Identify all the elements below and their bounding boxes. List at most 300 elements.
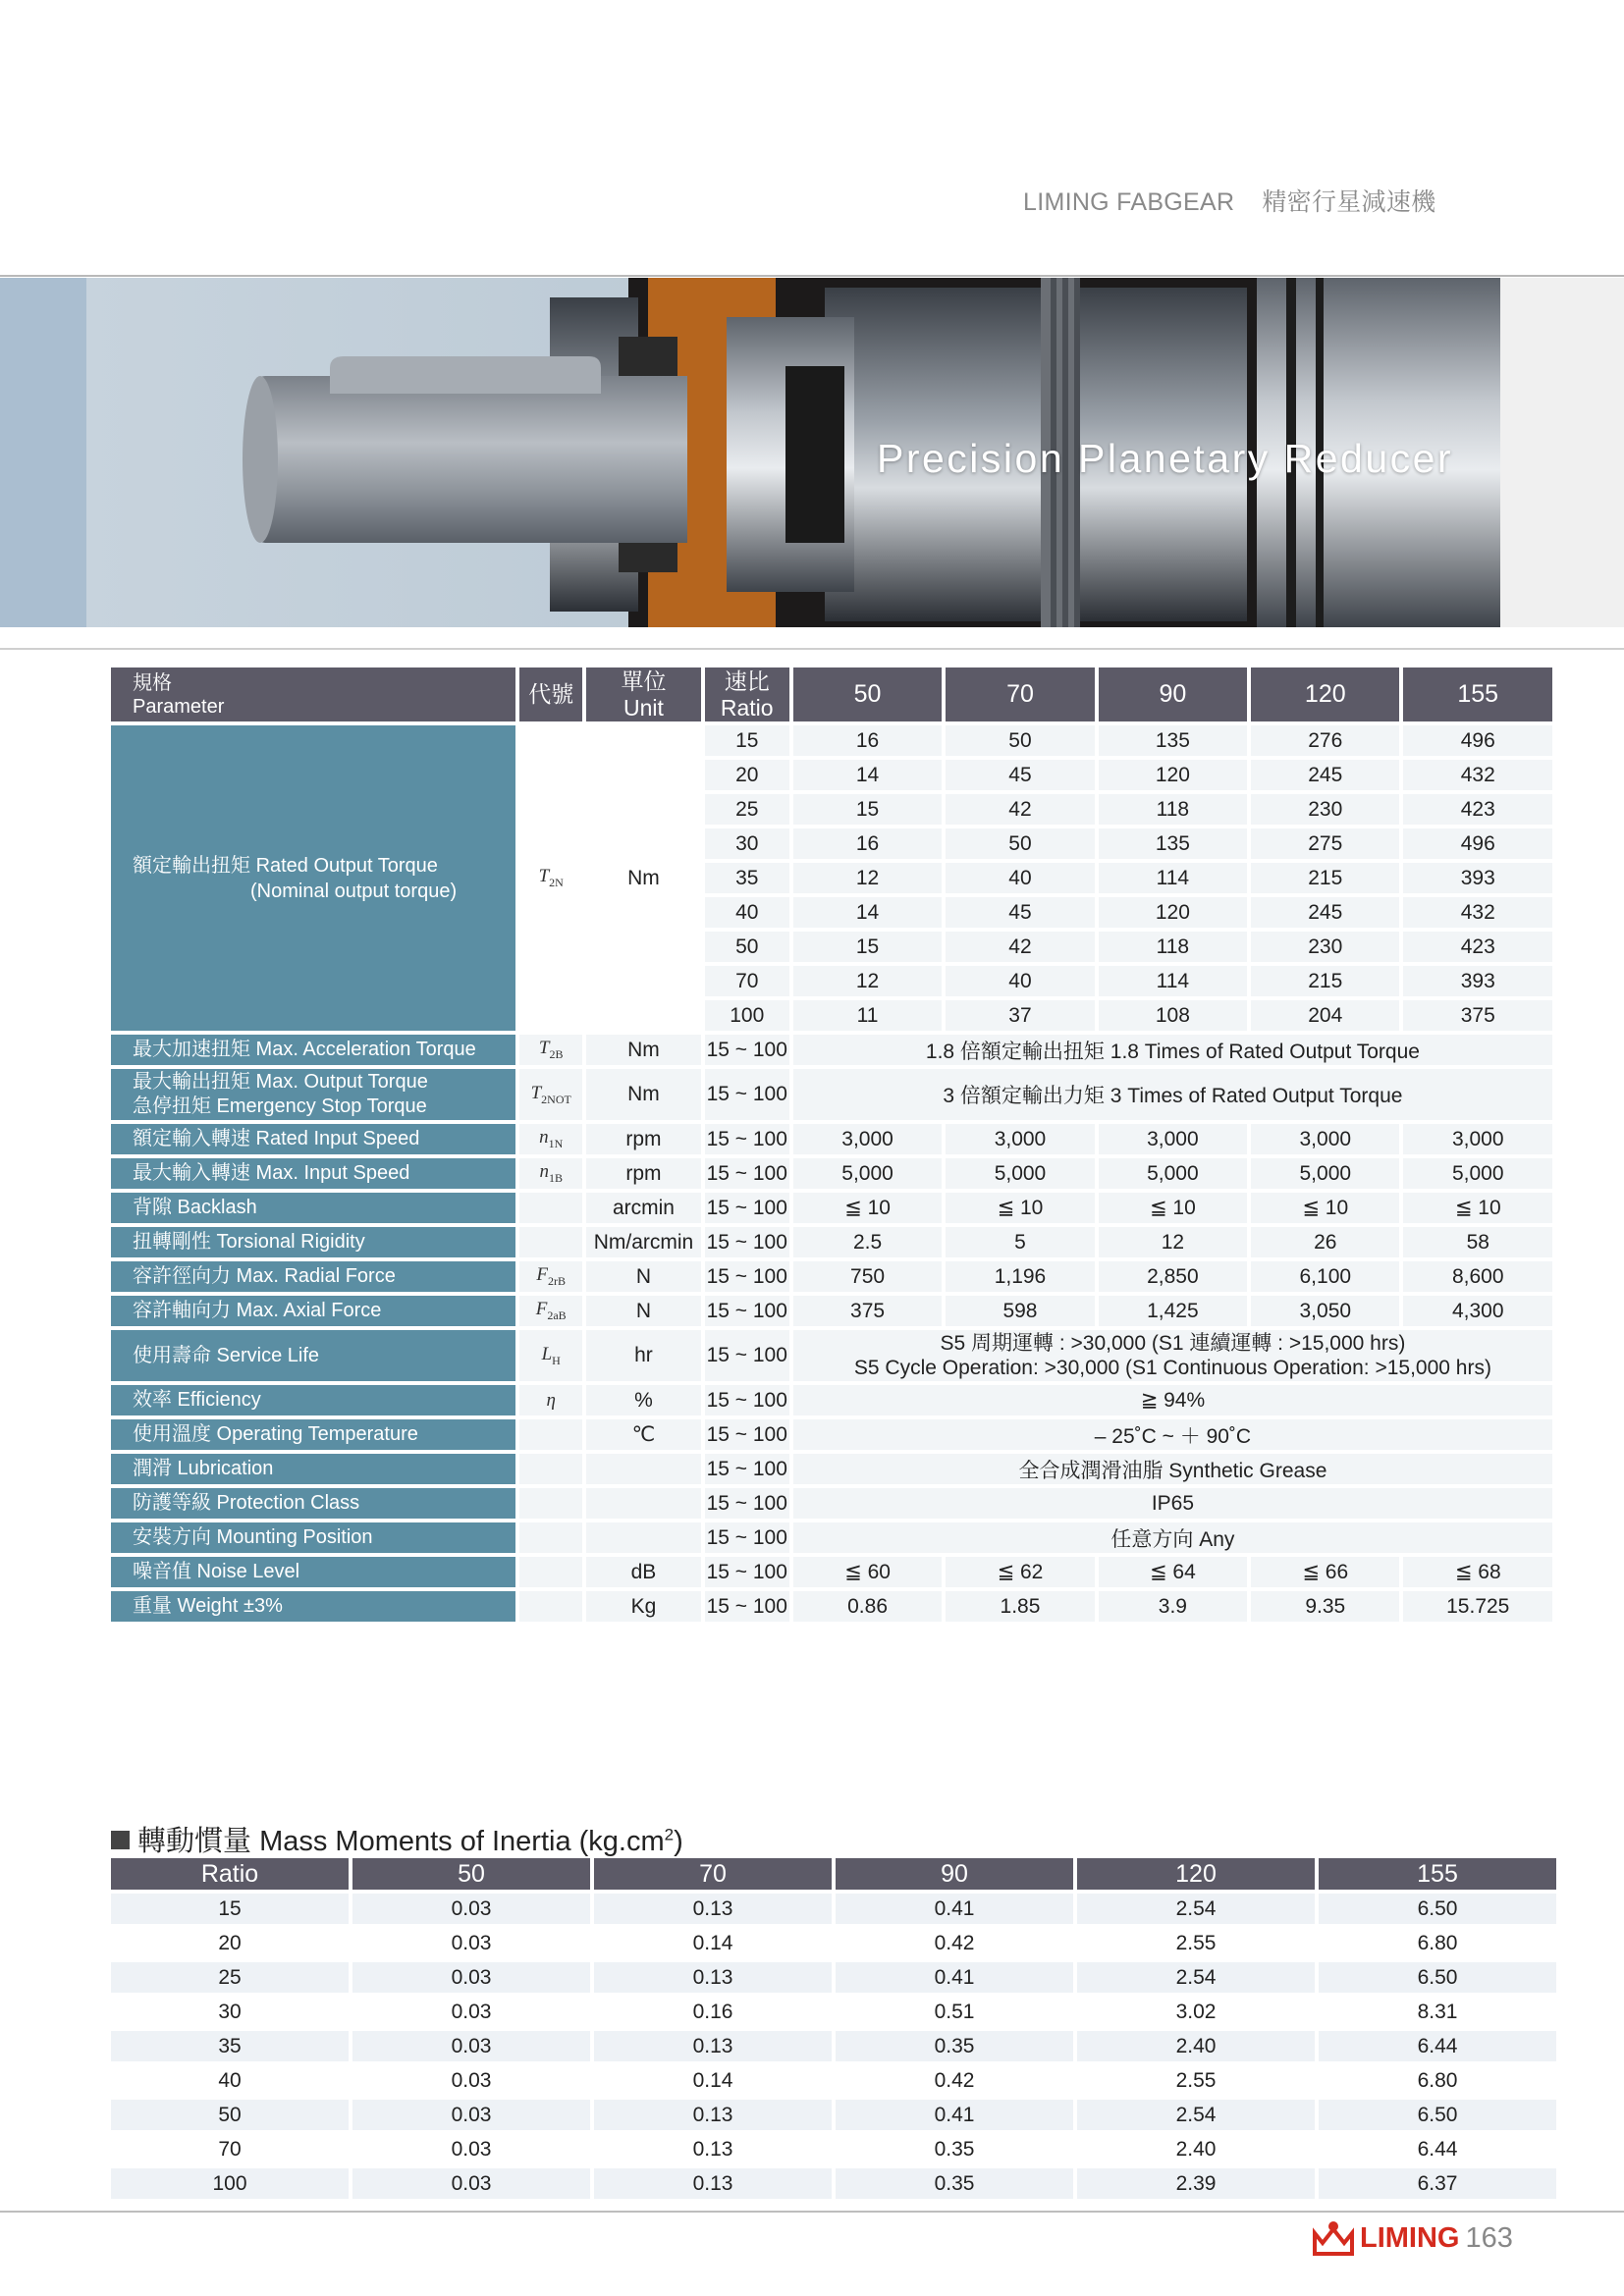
value-cell: 37 <box>946 1000 1094 1031</box>
symbol-cell <box>519 1035 582 1065</box>
spec-row <box>111 1069 1552 1120</box>
value-cell: 3,000 <box>946 1124 1094 1154</box>
value-cell: 40 <box>946 863 1094 893</box>
row-label <box>111 1296 515 1326</box>
symbol-subscript: 1N <box>548 1136 564 1150</box>
spec-row <box>111 1158 1552 1189</box>
inertia-value-cell: 0.03 <box>352 2168 590 2199</box>
value-cell: ≦ 10 <box>1403 1193 1552 1223</box>
ratio-cell: 15 ~ 100 <box>705 1035 789 1065</box>
inertia-ratio-cell: 100 <box>111 2168 349 2199</box>
header-size: 155 <box>1403 667 1552 721</box>
value-cell: 432 <box>1403 897 1552 928</box>
spec-row <box>111 1330 1552 1381</box>
value-cell: 496 <box>1403 828 1552 859</box>
row-label-text: 急停扭矩 Emergency Stop Torque <box>133 1095 427 1117</box>
value-cell: 6,100 <box>1251 1261 1399 1292</box>
symbol-cell <box>519 1227 582 1257</box>
row-label-text: 噪音值 Noise Level <box>133 1561 300 1582</box>
value-cell: 118 <box>1099 932 1247 962</box>
spec-header-row <box>111 667 1552 721</box>
unit-cell: rpm <box>586 1158 700 1189</box>
row-label <box>111 1419 515 1450</box>
inertia-value-cell: 0.13 <box>594 1962 832 1993</box>
inertia-value-cell: 2.39 <box>1077 2168 1315 2199</box>
symbol-cell <box>519 1193 582 1223</box>
inertia-header: 70 <box>594 1858 832 1890</box>
value-cell: 375 <box>793 1296 942 1326</box>
symbol-cell <box>519 1557 582 1587</box>
spec-row <box>111 1193 1552 1223</box>
ratio-cell: 15 <box>705 725 789 756</box>
value-cell: 50 <box>946 828 1094 859</box>
spec-row <box>111 1591 1552 1622</box>
span-value-text: 任意方向 Any <box>1110 1527 1235 1551</box>
symbol-cell <box>519 1158 582 1189</box>
span-value-cell <box>793 1488 1552 1519</box>
value-cell: 58 <box>1403 1227 1552 1257</box>
symbol-letter: T <box>538 866 550 887</box>
inertia-value-cell: 0.13 <box>594 2100 832 2130</box>
spec-row <box>111 1124 1552 1154</box>
value-cell: ≦ 62 <box>946 1557 1094 1587</box>
row-label <box>111 1330 515 1381</box>
symbol-cell <box>519 1419 582 1450</box>
unit-cell: N <box>586 1261 700 1292</box>
row-label <box>111 1069 515 1120</box>
symbol-letter: F <box>535 1299 548 1320</box>
span-value-cell <box>793 1385 1552 1415</box>
span-value-cell <box>793 1035 1552 1065</box>
inertia-table <box>107 1854 1560 2203</box>
header-code: 代號 <box>519 667 582 721</box>
value-cell: 114 <box>1099 863 1247 893</box>
symbol-subscript: 2rB <box>548 1273 567 1288</box>
value-cell: 42 <box>946 794 1094 825</box>
symbol-subscript: H <box>552 1353 561 1367</box>
value-cell: 230 <box>1251 794 1399 825</box>
value-cell: 15 <box>793 794 942 825</box>
rated-torque-label-zh: 額定輸出扭矩 <box>133 854 250 877</box>
torque-row <box>111 725 1552 756</box>
inertia-ratio-cell: 25 <box>111 1962 349 1993</box>
inertia-value-cell: 6.50 <box>1319 1962 1556 1993</box>
span-value-text: 1.8 倍額定輸出扭矩 1.8 Times of Rated Output Torque <box>925 1040 1420 1063</box>
row-label-text: 使用溫度 Operating Temperature <box>133 1423 418 1445</box>
value-cell: 26 <box>1251 1227 1399 1257</box>
inertia-value-cell: 0.03 <box>352 2134 590 2164</box>
inertia-value-cell: 0.03 <box>352 1962 590 1993</box>
inertia-value-cell: 6.80 <box>1319 1928 1556 1958</box>
symbol-subscript: 2B <box>549 1046 564 1061</box>
inertia-value-cell: 2.40 <box>1077 2031 1315 2061</box>
inertia-row <box>111 2134 1556 2164</box>
ratio-cell: 70 <box>705 966 789 996</box>
symbol-cell <box>519 1488 582 1519</box>
spec-row <box>111 1227 1552 1257</box>
footer-logo <box>1311 2219 1513 2257</box>
unit-cell: Kg <box>586 1591 700 1622</box>
symbol-subscript: 1B <box>548 1170 563 1185</box>
unit-cell: dB <box>586 1557 700 1587</box>
inertia-value-cell: 6.44 <box>1319 2134 1556 2164</box>
inertia-value-cell: 2.55 <box>1077 2065 1315 2096</box>
value-cell: 5,000 <box>1403 1158 1552 1189</box>
symbol-cell <box>519 1522 582 1553</box>
inertia-value-cell: 0.13 <box>594 2134 832 2164</box>
ratio-cell: 30 <box>705 828 789 859</box>
symbol-cell <box>519 1385 582 1415</box>
ratio-cell: 15 ~ 100 <box>705 1419 789 1450</box>
value-cell: 5 <box>946 1227 1094 1257</box>
header-parameter: 規格 Parameter <box>111 667 515 721</box>
spec-row <box>111 1296 1552 1326</box>
unit-cell: ℃ <box>586 1419 700 1450</box>
value-cell: 135 <box>1099 828 1247 859</box>
row-label-text: 最大輸出扭矩 Max. Output Torque <box>133 1071 428 1093</box>
value-cell: 45 <box>946 760 1094 790</box>
inertia-value-cell: 0.13 <box>594 2168 832 2199</box>
value-cell: 12 <box>793 863 942 893</box>
value-cell: 50 <box>946 725 1094 756</box>
span-value-cell <box>793 1419 1552 1450</box>
inertia-header-row <box>111 1858 1556 1890</box>
row-label-text: 扭轉剛性 Torsional Rigidity <box>133 1231 365 1253</box>
header-subtitle: 精密行星減速機 <box>1262 188 1436 216</box>
inertia-value-cell: 0.13 <box>594 1894 832 1924</box>
spec-row <box>111 1522 1552 1553</box>
value-cell: ≦ 10 <box>1251 1193 1399 1223</box>
liming-logo-icon <box>1311 2219 1356 2257</box>
header-unit: 單位 Unit <box>586 667 700 721</box>
header-size: 50 <box>793 667 942 721</box>
inertia-value-cell: 0.03 <box>352 1928 590 1958</box>
inertia-ratio-cell: 15 <box>111 1894 349 1924</box>
unit-cell <box>586 1454 700 1484</box>
row-label-text: 最大加速扭矩 Max. Acceleration Torque <box>133 1039 476 1060</box>
inertia-value-cell: 0.03 <box>352 2100 590 2130</box>
inertia-value-cell: 6.37 <box>1319 2168 1556 2199</box>
symbol-cell <box>519 1591 582 1622</box>
value-cell: 12 <box>1099 1227 1247 1257</box>
inertia-header: 50 <box>352 1858 590 1890</box>
row-label <box>111 1591 515 1622</box>
spec-row <box>111 1261 1552 1292</box>
inertia-header: 90 <box>836 1858 1073 1890</box>
page-number: 163 <box>1465 2221 1513 2254</box>
unit-cell: % <box>586 1385 700 1415</box>
unit-cell: Nm <box>586 1069 700 1120</box>
header-divider <box>0 275 1624 277</box>
inertia-ratio-cell: 20 <box>111 1928 349 1958</box>
row-label-text: 額定輸入轉速 Rated Input Speed <box>133 1128 420 1149</box>
row-label-text: 容許徑向力 Max. Radial Force <box>133 1265 396 1287</box>
value-cell: 120 <box>1099 897 1247 928</box>
value-cell: 598 <box>946 1296 1094 1326</box>
value-cell: 135 <box>1099 725 1247 756</box>
unit-cell: Nm <box>586 725 700 1031</box>
span-value-text: 3 倍額定輸出力矩 3 Times of Rated Output Torque <box>943 1085 1403 1107</box>
row-label-text: 重量 Weight ±3% <box>133 1595 283 1617</box>
ratio-cell: 15 ~ 100 <box>705 1330 789 1381</box>
symbol-subscript: 2NOT <box>541 1092 571 1106</box>
row-label-text: 容許軸向力 Max. Axial Force <box>133 1300 382 1321</box>
inertia-row <box>111 1894 1556 1924</box>
inertia-value-cell: 0.41 <box>836 1894 1073 1924</box>
value-cell: 15.725 <box>1403 1591 1552 1622</box>
unit-cell: Nm/arcmin <box>586 1227 700 1257</box>
symbol-letter: n <box>539 1127 549 1148</box>
header-size: 120 <box>1251 667 1399 721</box>
inertia-value-cell: 0.35 <box>836 2134 1073 2164</box>
inertia-value-cell: 0.51 <box>836 1997 1073 2027</box>
value-cell: 118 <box>1099 794 1247 825</box>
ratio-cell: 20 <box>705 760 789 790</box>
symbol-letter: n <box>539 1161 549 1183</box>
inertia-value-cell: 0.14 <box>594 2065 832 2096</box>
value-cell: 276 <box>1251 725 1399 756</box>
ratio-cell: 100 <box>705 1000 789 1031</box>
row-label-text: 使用壽命 Service Life <box>133 1344 320 1366</box>
value-cell: 42 <box>946 932 1094 962</box>
span-value-text: 全合成潤滑油脂 Synthetic Grease <box>1018 1459 1327 1482</box>
header-size: 90 <box>1099 667 1247 721</box>
symbol-subscript: 2aB <box>547 1308 567 1322</box>
value-cell: 1,196 <box>946 1261 1094 1292</box>
span-value-text: S5 周期運轉 : >30,000 (S1 連續運轉 : >15,000 hrs) <box>940 1332 1406 1355</box>
ratio-cell: 25 <box>705 794 789 825</box>
value-cell: 3,000 <box>1099 1124 1247 1154</box>
inertia-value-cell: 6.50 <box>1319 1894 1556 1924</box>
header-brand: LIMING FABGEAR <box>1023 188 1235 216</box>
symbol-cell <box>519 1296 582 1326</box>
inertia-value-cell: 0.03 <box>352 2031 590 2061</box>
span-value-text: – 25˚C ~ ＋ 90˚C <box>1094 1424 1252 1448</box>
ratio-cell: 15 ~ 100 <box>705 1488 789 1519</box>
ratio-cell: 15 ~ 100 <box>705 1591 789 1622</box>
ratio-cell: 15 ~ 100 <box>705 1557 789 1587</box>
span-value-text: S5 Cycle Operation: >30,000 (S1 Continuous Operation: >15,000 hrs) <box>853 1357 1491 1379</box>
value-cell: ≦ 64 <box>1099 1557 1247 1587</box>
spec-row <box>111 1557 1552 1587</box>
unit-cell: arcmin <box>586 1193 700 1223</box>
symbol-cell <box>519 1330 582 1381</box>
inertia-value-cell: 0.03 <box>352 2065 590 2096</box>
footer-divider <box>0 2211 1624 2213</box>
value-cell: 4,300 <box>1403 1296 1552 1326</box>
inertia-row <box>111 1928 1556 1958</box>
value-cell: 215 <box>1251 966 1399 996</box>
value-cell: ≦ 10 <box>946 1193 1094 1223</box>
ratio-cell: 50 <box>705 932 789 962</box>
inertia-value-cell: 2.40 <box>1077 2134 1315 2164</box>
value-cell: 15 <box>793 932 942 962</box>
value-cell: 3,000 <box>1403 1124 1552 1154</box>
value-cell: 108 <box>1099 1000 1247 1031</box>
inertia-value-cell: 3.02 <box>1077 1997 1315 2027</box>
inertia-row <box>111 2065 1556 2096</box>
value-cell: 215 <box>1251 863 1399 893</box>
banner-title: Precision Planetary Reducer <box>877 436 1454 481</box>
value-cell: ≦ 10 <box>1099 1193 1247 1223</box>
row-label <box>111 1488 515 1519</box>
row-label-text: 潤滑 Lubrication <box>133 1458 274 1479</box>
value-cell: 0.86 <box>793 1591 942 1622</box>
row-label-text: 安裝方向 Mounting Position <box>133 1526 373 1548</box>
inertia-value-cell: 2.54 <box>1077 2100 1315 2130</box>
inertia-value-cell: 6.80 <box>1319 2065 1556 2096</box>
value-cell: 12 <box>793 966 942 996</box>
row-label <box>111 1557 515 1587</box>
spec-row <box>111 1035 1552 1065</box>
ratio-cell: 15 ~ 100 <box>705 1522 789 1553</box>
value-cell: 40 <box>946 966 1094 996</box>
symbol-cell <box>519 725 582 1031</box>
banner-divider <box>0 648 1624 650</box>
inertia-ratio-cell: 50 <box>111 2100 349 2130</box>
span-value-text: IP65 <box>1151 1491 1195 1515</box>
inertia-header: 155 <box>1319 1858 1556 1890</box>
value-cell: 432 <box>1403 760 1552 790</box>
row-label <box>111 1522 515 1553</box>
symbol-subscript: 2N <box>549 875 564 889</box>
span-value-cell <box>793 1522 1552 1553</box>
rated-torque-label-en: Rated Output Torque <box>255 854 438 877</box>
value-cell: ≦ 10 <box>793 1193 942 1223</box>
inertia-value-cell: 0.14 <box>594 1928 832 1958</box>
value-cell: 3,000 <box>1251 1124 1399 1154</box>
row-label-text: 效率 Efficiency <box>133 1389 261 1411</box>
spec-table <box>107 664 1556 1626</box>
inertia-header: Ratio <box>111 1858 349 1890</box>
ratio-cell: 15 ~ 100 <box>705 1385 789 1415</box>
inertia-value-cell: 0.13 <box>594 2031 832 2061</box>
symbol-letter: T <box>538 1038 550 1059</box>
value-cell: 204 <box>1251 1000 1399 1031</box>
inertia-value-cell: 0.42 <box>836 1928 1073 1958</box>
row-label-text: 最大輸入轉速 Max. Input Speed <box>133 1162 410 1184</box>
rated-torque-label-en2: (Nominal output torque) <box>250 880 458 902</box>
value-cell: 375 <box>1403 1000 1552 1031</box>
unit-cell: N <box>586 1296 700 1326</box>
ratio-cell: 15 ~ 100 <box>705 1296 789 1326</box>
inertia-row <box>111 2031 1556 2061</box>
square-bullet-icon <box>111 1831 130 1849</box>
value-cell: 275 <box>1251 828 1399 859</box>
ratio-cell: 15 ~ 100 <box>705 1454 789 1484</box>
symbol-cell <box>519 1124 582 1154</box>
unit-cell <box>586 1522 700 1553</box>
value-cell: 1,425 <box>1099 1296 1247 1326</box>
span-value-cell <box>793 1330 1552 1381</box>
symbol-letter: T <box>530 1082 542 1103</box>
ratio-cell: 15 ~ 100 <box>705 1193 789 1223</box>
value-cell: ≦ 68 <box>1403 1557 1552 1587</box>
row-label <box>111 1227 515 1257</box>
unit-cell: hr <box>586 1330 700 1381</box>
value-cell: 3.9 <box>1099 1591 1247 1622</box>
value-cell: 45 <box>946 897 1094 928</box>
ratio-cell: 15 ~ 100 <box>705 1124 789 1154</box>
value-cell: 393 <box>1403 863 1552 893</box>
row-label-text: 防護等級 Protection Class <box>133 1492 360 1514</box>
row-label-rated-torque <box>111 725 515 1031</box>
header-ratio: 速比 Ratio <box>705 667 789 721</box>
value-cell: 230 <box>1251 932 1399 962</box>
value-cell: 1.85 <box>946 1591 1094 1622</box>
ratio-cell: 35 <box>705 863 789 893</box>
ratio-cell: 15 ~ 100 <box>705 1158 789 1189</box>
value-cell: 2,850 <box>1099 1261 1247 1292</box>
footer-brand: LIMING <box>1360 2221 1460 2254</box>
span-value-text: ≧ 94% <box>1140 1389 1206 1412</box>
spec-row <box>111 1419 1552 1450</box>
inertia-ratio-cell: 40 <box>111 2065 349 2096</box>
ratio-cell: 15 ~ 100 <box>705 1261 789 1292</box>
inertia-value-cell: 0.03 <box>352 1997 590 2027</box>
row-label <box>111 1385 515 1415</box>
row-label <box>111 1454 515 1484</box>
inertia-value-cell: 0.03 <box>352 1894 590 1924</box>
value-cell: 393 <box>1403 966 1552 996</box>
value-cell: 496 <box>1403 725 1552 756</box>
inertia-header: 120 <box>1077 1858 1315 1890</box>
span-value-cell <box>793 1069 1552 1120</box>
ratio-cell: 15 ~ 100 <box>705 1227 789 1257</box>
inertia-row <box>111 2168 1556 2199</box>
spec-row <box>111 1488 1552 1519</box>
hero-banner <box>0 278 1624 627</box>
value-cell: 750 <box>793 1261 942 1292</box>
value-cell: 423 <box>1403 794 1552 825</box>
value-cell: 11 <box>793 1000 942 1031</box>
inertia-value-cell: 0.35 <box>836 2168 1073 2199</box>
header-size: 70 <box>946 667 1094 721</box>
value-cell: 3,000 <box>793 1124 942 1154</box>
inertia-value-cell: 0.35 <box>836 2031 1073 2061</box>
inertia-value-cell: 0.16 <box>594 1997 832 2027</box>
value-cell: 3,050 <box>1251 1296 1399 1326</box>
value-cell: 14 <box>793 897 942 928</box>
value-cell: 8,600 <box>1403 1261 1552 1292</box>
inertia-title: 轉動慣量 Mass Moments of Inertia $(kg.cm^2)$ <box>111 1819 683 1859</box>
row-label <box>111 1124 515 1154</box>
inertia-ratio-cell: 35 <box>111 2031 349 2061</box>
value-cell: 16 <box>793 828 942 859</box>
row-label <box>111 1158 515 1189</box>
inertia-value-cell: 8.31 <box>1319 1997 1556 2027</box>
page-header <box>1023 183 1463 218</box>
symbol-letter: F <box>536 1264 549 1286</box>
value-cell: ≦ 66 <box>1251 1557 1399 1587</box>
row-label <box>111 1035 515 1065</box>
inertia-value-cell: 6.44 <box>1319 2031 1556 2061</box>
inertia-row <box>111 1962 1556 1993</box>
value-cell: 245 <box>1251 897 1399 928</box>
inertia-value-cell: 2.54 <box>1077 1894 1315 1924</box>
value-cell: 5,000 <box>946 1158 1094 1189</box>
inertia-ratio-cell: 30 <box>111 1997 349 2027</box>
ratio-cell: 15 ~ 100 <box>705 1069 789 1120</box>
inertia-value-cell: 0.41 <box>836 2100 1073 2130</box>
unit-cell: rpm <box>586 1124 700 1154</box>
spec-row <box>111 1454 1552 1484</box>
value-cell: 5,000 <box>793 1158 942 1189</box>
span-value-cell <box>793 1454 1552 1484</box>
inertia-value-cell: 2.54 <box>1077 1962 1315 1993</box>
spec-row <box>111 1385 1552 1415</box>
inertia-value-cell: 6.50 <box>1319 2100 1556 2130</box>
